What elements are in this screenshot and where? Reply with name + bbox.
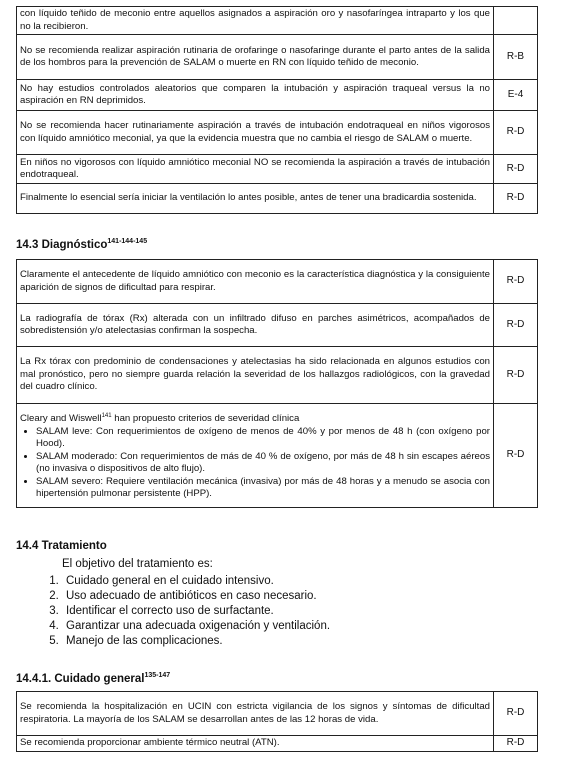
list-item: • SALAM moderado: Con requerimientos de más de 40 % de oxígeno, por más de 48 h sin escapes aéreos (no invasiva o dispositivos de alto flujo). (36, 451, 490, 476)
table-row (17, 736, 538, 752)
table-cell-text: En niños no vigorosos con líquido amniótico meconial NO se recomienda la aspiración a través de intubación endotraqueal. (17, 155, 494, 184)
table-cell-text: con líquido teñido de meconio entre aquellos asignados a aspiración oro y nasofaríngea intraparto y los que no la recibieron. (17, 7, 494, 35)
evidence-level: R-D (494, 260, 538, 304)
table-cell-text: No se recomienda realizar aspiración rutinaria de orofaringe o nasofaringe durante el parto antes de la salida de los hombros para la prevención de SALAM o muerte en RN con líquido teñido de meconio. (17, 35, 494, 80)
list-item: 4. Garantizar una adecuada oxigenación y ventilación. (62, 619, 330, 634)
evidence-level: R-D (494, 347, 538, 404)
intro-text: han propuesto criterios de severidad clínica (111, 413, 300, 425)
severity-criteria-cell (17, 404, 494, 508)
list-item: 2. Uso adecuado de antibióticos en caso necesario. (62, 589, 330, 604)
table-row (17, 7, 538, 35)
treatment-objectives-list (40, 574, 330, 649)
table-row (17, 35, 538, 80)
evidence-level: R-D (494, 736, 538, 752)
author-names: Cleary and Wiswell (20, 413, 102, 425)
treatment-intro: El objetivo del tratamiento es: (62, 558, 213, 570)
severity-criteria-intro (20, 410, 490, 426)
evidence-level: R-B (494, 35, 538, 80)
recommendations-table-aspiration (16, 6, 538, 214)
table-cell-text: Se recomienda proporcionar ambiente térmico neutral (ATN). (17, 736, 494, 752)
table-cell-text: La radiografía de tórax (Rx) alterada con un infiltrado difuso en parches asimétricos, acompañados de sobredistensión y/o atelectasias confirman la sospecha. (17, 304, 494, 347)
table-cell-text: Finalmente lo esencial sería iniciar la ventilación lo antes posible, antes de tener una bradicardia sostenida. (17, 184, 494, 214)
list-item: 1. Cuidado general en el cuidado intensivo. (62, 574, 330, 589)
list-item: 5. Manejo de las complicaciones. (62, 634, 330, 649)
heading-text: 14.4 Tratamiento (16, 540, 107, 552)
section-heading-diagnostico (16, 238, 147, 251)
table-row (17, 692, 538, 736)
evidence-level: E-4 (494, 80, 538, 111)
evidence-level: R-D (494, 304, 538, 347)
heading-text: 14.4.1. Cuidado general (16, 673, 145, 685)
recommendations-table-diagnosis (16, 259, 538, 508)
evidence-level (494, 7, 538, 35)
list-item: • SALAM severo: Requiere ventilación mecánica (invasiva) por más de 48 horas y a menudo se asocia con hipertensión pulmonar persistente (HPP). (36, 476, 490, 501)
recommendations-table-general-care (16, 691, 538, 752)
table-row (17, 304, 538, 347)
table-row (17, 404, 538, 508)
table-cell-text: Se recomienda la hospitalización en UCIN con estricta vigilancia de los signos y síntomas de dificultad respiratoria. La mayoría de los SALAM se desarrollan antes de las 12 horas de vida. (17, 692, 494, 736)
evidence-level: R-D (494, 155, 538, 184)
section-heading-cuidado-general (16, 672, 170, 685)
table-row (17, 347, 538, 404)
reference-number: 141 (101, 413, 112, 420)
table-row (17, 155, 538, 184)
evidence-level: R-D (494, 404, 538, 508)
list-item: • SALAM leve: Con requerimientos de oxígeno de menos de 40% y por menos de 48 h (con oxígeno por Hood). (36, 426, 490, 451)
heading-references: 141-144-145 (107, 238, 148, 245)
table-cell-text: Claramente el antecedente de líquido amniótico con meconio es la característica diagnóstica y la consiguiente aparición de signos de dificultad para respirar. (17, 260, 494, 304)
severity-list (20, 426, 490, 500)
evidence-level: R-D (494, 184, 538, 214)
table-row (17, 260, 538, 304)
heading-references: 135-147 (144, 672, 171, 679)
table-cell-text: No hay estudios controlados aleatorios que comparen la intubación y aspiración traqueal versus la no aspiración en RN deprimidos. (17, 80, 494, 111)
table-row (17, 111, 538, 155)
heading-text: 14.3 Diagnóstico (16, 239, 108, 251)
table-row (17, 80, 538, 111)
section-heading-tratamiento (16, 540, 107, 552)
evidence-level: R-D (494, 692, 538, 736)
table-cell-text: No se recomienda hacer rutinariamente aspiración a través de intubación endotraqueal en niños vigorosos con líquido amniótico meconial, ya que la evidencia muestra que no cambia el riesgo de SALAM o muerte. (17, 111, 494, 155)
table-row (17, 184, 538, 214)
evidence-level: R-D (494, 111, 538, 155)
list-item: 3. Identificar el correcto uso de surfactante. (62, 604, 330, 619)
table-cell-text: La Rx tórax con predominio de condensaciones y atelectasias ha sido relacionada en algunos estudios con mal pronóstico, pero no siempre guarda relación la severidad de los hallazgos radiológicos, con la gravedad del cuadro clínico. (17, 347, 494, 404)
